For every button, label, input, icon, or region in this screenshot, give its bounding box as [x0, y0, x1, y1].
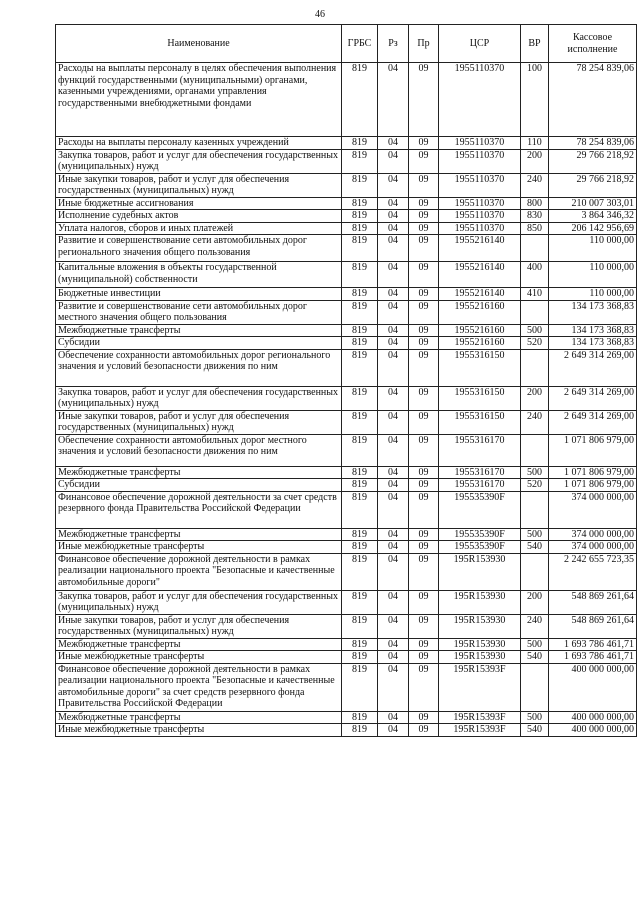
cell-grbs: 819	[342, 197, 378, 210]
header-rz: Рз	[378, 25, 409, 63]
table-row	[56, 149, 637, 173]
table-row	[56, 663, 637, 711]
cell-csr: 1955316150	[439, 410, 521, 434]
cell-pr: 09	[409, 137, 439, 150]
cell-amount: 400 000 000,00	[549, 663, 637, 711]
cell-name: Межбюджетные трансферты	[56, 711, 342, 724]
cell-name: Капитальные вложения в объекты государственной (муниципальной) собственности	[56, 262, 342, 288]
cell-amount: 2 649 314 269,00	[549, 410, 637, 434]
cell-rz: 04	[378, 479, 409, 492]
cell-rz: 04	[378, 235, 409, 262]
header-amount: Кассовое исполнение	[549, 25, 637, 63]
cell-grbs: 819	[342, 386, 378, 410]
cell-name: Иные межбюджетные трансферты	[56, 541, 342, 554]
cell-pr: 09	[409, 434, 439, 466]
cell-rz: 04	[378, 222, 409, 235]
cell-csr: 195R153930	[439, 614, 521, 638]
cell-pr: 09	[409, 466, 439, 479]
cell-name: Межбюджетные трансферты	[56, 638, 342, 651]
cell-name: Уплата налогов, сборов и иных платежей	[56, 222, 342, 235]
cell-pr: 09	[409, 651, 439, 664]
cell-pr: 09	[409, 590, 439, 614]
cell-name: Исполнение судебных актов	[56, 210, 342, 223]
cell-vr	[521, 553, 549, 590]
cell-amount: 110 000,00	[549, 288, 637, 301]
table-row	[56, 724, 637, 737]
cell-vr: 500	[521, 528, 549, 541]
cell-rz: 04	[378, 288, 409, 301]
cell-name: Иные закупки товаров, работ и услуг для обеспечения государственных (муниципальных) нужд	[56, 410, 342, 434]
cell-rz: 04	[378, 663, 409, 711]
cell-pr: 09	[409, 553, 439, 590]
cell-rz: 04	[378, 614, 409, 638]
cell-vr: 850	[521, 222, 549, 235]
cell-grbs: 819	[342, 553, 378, 590]
cell-pr: 09	[409, 235, 439, 262]
cell-name: Финансовое обеспечение дорожной деятельности за счет средств резервного фонда Правительства Российской Федерации	[56, 491, 342, 528]
table-row	[56, 711, 637, 724]
cell-name: Иные бюджетные ассигнования	[56, 197, 342, 210]
cell-grbs: 819	[342, 210, 378, 223]
cell-csr: 195R153930	[439, 590, 521, 614]
cell-vr: 200	[521, 590, 549, 614]
cell-pr: 09	[409, 324, 439, 337]
cell-grbs: 819	[342, 466, 378, 479]
cell-vr: 240	[521, 410, 549, 434]
cell-csr: 195R15393F	[439, 724, 521, 737]
table-row	[56, 479, 637, 492]
cell-amount: 210 007 303,01	[549, 197, 637, 210]
cell-csr: 1955110370	[439, 197, 521, 210]
cell-vr	[521, 491, 549, 528]
cell-csr: 195R153930	[439, 651, 521, 664]
cell-grbs: 819	[342, 614, 378, 638]
table-row	[56, 491, 637, 528]
cell-vr: 400	[521, 262, 549, 288]
cell-csr: 195535390F	[439, 491, 521, 528]
table-row	[56, 222, 637, 235]
cell-rz: 04	[378, 149, 409, 173]
table-row	[56, 386, 637, 410]
cell-csr: 1955110370	[439, 149, 521, 173]
cell-rz: 04	[378, 300, 409, 324]
cell-csr: 1955316150	[439, 349, 521, 386]
cell-amount: 134 173 368,83	[549, 337, 637, 350]
cell-vr: 520	[521, 479, 549, 492]
table-body	[56, 63, 637, 737]
cell-pr: 09	[409, 724, 439, 737]
cell-grbs: 819	[342, 541, 378, 554]
cell-csr: 1955110370	[439, 173, 521, 197]
cell-vr: 540	[521, 724, 549, 737]
cell-name: Расходы на выплаты персоналу в целях обеспечения выполнения функций государственными (муниципальными) органами, казенными учреждениями, органами управления государственными внебюджетными фондами	[56, 63, 342, 137]
cell-vr	[521, 235, 549, 262]
cell-pr: 09	[409, 410, 439, 434]
cell-vr	[521, 349, 549, 386]
cell-pr: 09	[409, 288, 439, 301]
cell-amount: 1 693 786 461,71	[549, 651, 637, 664]
header-csr: ЦСР	[439, 25, 521, 63]
cell-grbs: 819	[342, 491, 378, 528]
cell-grbs: 819	[342, 651, 378, 664]
cell-rz: 04	[378, 173, 409, 197]
cell-pr: 09	[409, 173, 439, 197]
table-row	[56, 553, 637, 590]
cell-pr: 09	[409, 300, 439, 324]
cell-rz: 04	[378, 324, 409, 337]
table-row	[56, 349, 637, 386]
header-vr: ВР	[521, 25, 549, 63]
cell-amount: 2 649 314 269,00	[549, 386, 637, 410]
cell-grbs: 819	[342, 724, 378, 737]
cell-vr: 200	[521, 149, 549, 173]
cell-rz: 04	[378, 466, 409, 479]
cell-csr: 1955216160	[439, 300, 521, 324]
cell-csr: 1955110370	[439, 137, 521, 150]
table-row	[56, 324, 637, 337]
cell-grbs: 819	[342, 434, 378, 466]
cell-pr: 09	[409, 386, 439, 410]
cell-vr: 240	[521, 173, 549, 197]
table-row	[56, 197, 637, 210]
cell-rz: 04	[378, 337, 409, 350]
cell-csr: 1955216140	[439, 262, 521, 288]
cell-name: Субсидии	[56, 337, 342, 350]
cell-vr: 540	[521, 651, 549, 664]
cell-name: Иные закупки товаров, работ и услуг для обеспечения государственных (муниципальных) нужд	[56, 614, 342, 638]
table-row	[56, 337, 637, 350]
table-header-row	[56, 25, 637, 63]
cell-vr: 500	[521, 324, 549, 337]
cell-grbs: 819	[342, 410, 378, 434]
cell-pr: 09	[409, 541, 439, 554]
cell-csr: 1955216140	[439, 235, 521, 262]
cell-csr: 1955316150	[439, 386, 521, 410]
cell-vr: 520	[521, 337, 549, 350]
cell-name: Финансовое обеспечение дорожной деятельности в рамках реализации национального проекта "Безопасные и качественные автомобильные дороги"	[56, 553, 342, 590]
header-pr: Пр	[409, 25, 439, 63]
cell-name: Развитие и совершенствование сети автомобильных дорог регионального значения общего пользования	[56, 235, 342, 262]
cell-name: Закупка товаров, работ и услуг для обеспечения государственных (муниципальных) нужд	[56, 590, 342, 614]
cell-name: Обеспечение сохранности автомобильных дорог местного значения и условий безопасности движения по ним	[56, 434, 342, 466]
cell-vr: 830	[521, 210, 549, 223]
cell-amount: 110 000,00	[549, 262, 637, 288]
cell-csr: 195R153930	[439, 553, 521, 590]
cell-grbs: 819	[342, 324, 378, 337]
cell-amount: 374 000 000,00	[549, 491, 637, 528]
cell-rz: 04	[378, 210, 409, 223]
cell-amount: 2 649 314 269,00	[549, 349, 637, 386]
cell-grbs: 819	[342, 711, 378, 724]
cell-name: Закупка товаров, работ и услуг для обеспечения государственных (муниципальных) нужд	[56, 386, 342, 410]
cell-rz: 04	[378, 434, 409, 466]
cell-vr	[521, 663, 549, 711]
cell-vr: 410	[521, 288, 549, 301]
cell-rz: 04	[378, 724, 409, 737]
cell-pr: 09	[409, 528, 439, 541]
cell-vr: 500	[521, 638, 549, 651]
cell-vr: 100	[521, 63, 549, 137]
cell-pr: 09	[409, 63, 439, 137]
cell-grbs: 819	[342, 222, 378, 235]
table-row	[56, 288, 637, 301]
cell-vr: 800	[521, 197, 549, 210]
cell-amount: 1 071 806 979,00	[549, 466, 637, 479]
cell-name: Иные закупки товаров, работ и услуг для обеспечения государственных (муниципальных) нужд	[56, 173, 342, 197]
cell-rz: 04	[378, 711, 409, 724]
cell-grbs: 819	[342, 63, 378, 137]
cell-amount: 2 242 655 723,35	[549, 553, 637, 590]
table-row	[56, 300, 637, 324]
cell-name: Расходы на выплаты персоналу казенных учреждений	[56, 137, 342, 150]
cell-grbs: 819	[342, 137, 378, 150]
cell-pr: 09	[409, 337, 439, 350]
cell-amount: 1 693 786 461,71	[549, 638, 637, 651]
cell-amount: 134 173 368,83	[549, 300, 637, 324]
cell-vr	[521, 300, 549, 324]
cell-rz: 04	[378, 491, 409, 528]
cell-amount: 3 864 346,32	[549, 210, 637, 223]
cell-pr: 09	[409, 711, 439, 724]
cell-amount: 374 000 000,00	[549, 528, 637, 541]
cell-rz: 04	[378, 638, 409, 651]
table-row	[56, 434, 637, 466]
cell-amount: 548 869 261,64	[549, 590, 637, 614]
cell-pr: 09	[409, 349, 439, 386]
cell-vr: 200	[521, 386, 549, 410]
cell-csr: 1955316170	[439, 434, 521, 466]
cell-rz: 04	[378, 137, 409, 150]
cell-pr: 09	[409, 614, 439, 638]
cell-name: Финансовое обеспечение дорожной деятельности в рамках реализации национального проекта "Безопасные и качественные автомобильные дороги" за счет средств резервного фонда Правительства Российской Федерации	[56, 663, 342, 711]
cell-pr: 09	[409, 210, 439, 223]
cell-amount: 400 000 000,00	[549, 711, 637, 724]
cell-amount: 206 142 956,69	[549, 222, 637, 235]
cell-pr: 09	[409, 222, 439, 235]
cell-csr: 1955110370	[439, 222, 521, 235]
cell-grbs: 819	[342, 337, 378, 350]
cell-name: Бюджетные инвестиции	[56, 288, 342, 301]
cell-amount: 29 766 218,92	[549, 149, 637, 173]
cell-rz: 04	[378, 651, 409, 664]
cell-csr: 1955216160	[439, 337, 521, 350]
cell-amount: 400 000 000,00	[549, 724, 637, 737]
cell-rz: 04	[378, 349, 409, 386]
cell-grbs: 819	[342, 235, 378, 262]
cell-grbs: 819	[342, 262, 378, 288]
table-row	[56, 137, 637, 150]
budget-table	[55, 24, 637, 737]
cell-amount: 78 254 839,06	[549, 137, 637, 150]
table-row	[56, 651, 637, 664]
cell-grbs: 819	[342, 663, 378, 711]
cell-name: Обеспечение сохранности автомобильных дорог регионального значения и условий безопасности движения по ним	[56, 349, 342, 386]
table-row	[56, 528, 637, 541]
cell-rz: 04	[378, 590, 409, 614]
cell-csr: 1955216160	[439, 324, 521, 337]
header-name: Наименование	[56, 25, 342, 63]
cell-grbs: 819	[342, 638, 378, 651]
cell-rz: 04	[378, 63, 409, 137]
cell-amount: 134 173 368,83	[549, 324, 637, 337]
cell-csr: 195R15393F	[439, 711, 521, 724]
table-row	[56, 410, 637, 434]
table-row	[56, 262, 637, 288]
cell-name: Иные межбюджетные трансферты	[56, 724, 342, 737]
cell-pr: 09	[409, 149, 439, 173]
cell-name: Межбюджетные трансферты	[56, 528, 342, 541]
table-row	[56, 590, 637, 614]
cell-pr: 09	[409, 663, 439, 711]
cell-csr: 195535390F	[439, 541, 521, 554]
cell-grbs: 819	[342, 528, 378, 541]
cell-csr: 195R15393F	[439, 663, 521, 711]
table-row	[56, 466, 637, 479]
cell-grbs: 819	[342, 300, 378, 324]
cell-grbs: 819	[342, 590, 378, 614]
cell-pr: 09	[409, 197, 439, 210]
cell-grbs: 819	[342, 479, 378, 492]
cell-csr: 1955110370	[439, 210, 521, 223]
cell-pr: 09	[409, 638, 439, 651]
cell-csr: 1955110370	[439, 63, 521, 137]
cell-rz: 04	[378, 541, 409, 554]
cell-csr: 195535390F	[439, 528, 521, 541]
cell-vr: 500	[521, 711, 549, 724]
table-row	[56, 210, 637, 223]
cell-amount: 1 071 806 979,00	[549, 434, 637, 466]
cell-vr: 500	[521, 466, 549, 479]
table-row	[56, 638, 637, 651]
cell-rz: 04	[378, 553, 409, 590]
cell-rz: 04	[378, 410, 409, 434]
cell-vr: 540	[521, 541, 549, 554]
table-row	[56, 614, 637, 638]
cell-grbs: 819	[342, 149, 378, 173]
cell-csr: 195R153930	[439, 638, 521, 651]
table-row	[56, 63, 637, 137]
cell-vr: 240	[521, 614, 549, 638]
cell-pr: 09	[409, 491, 439, 528]
cell-pr: 09	[409, 262, 439, 288]
cell-name: Иные межбюджетные трансферты	[56, 651, 342, 664]
cell-name: Закупка товаров, работ и услуг для обеспечения государственных (муниципальных) нужд	[56, 149, 342, 173]
cell-grbs: 819	[342, 288, 378, 301]
cell-csr: 1955316170	[439, 466, 521, 479]
cell-pr: 09	[409, 479, 439, 492]
table-row	[56, 541, 637, 554]
cell-rz: 04	[378, 386, 409, 410]
cell-amount: 29 766 218,92	[549, 173, 637, 197]
table-row	[56, 173, 637, 197]
cell-vr: 110	[521, 137, 549, 150]
cell-rz: 04	[378, 528, 409, 541]
cell-grbs: 819	[342, 173, 378, 197]
cell-csr: 1955316170	[439, 479, 521, 492]
cell-rz: 04	[378, 197, 409, 210]
cell-amount: 110 000,00	[549, 235, 637, 262]
cell-name: Развитие и совершенствование сети автомобильных дорог местного значения общего пользования	[56, 300, 342, 324]
cell-amount: 1 071 806 979,00	[549, 479, 637, 492]
cell-grbs: 819	[342, 349, 378, 386]
cell-amount: 374 000 000,00	[549, 541, 637, 554]
cell-csr: 1955216140	[439, 288, 521, 301]
cell-vr	[521, 434, 549, 466]
cell-name: Межбюджетные трансферты	[56, 324, 342, 337]
cell-amount: 548 869 261,64	[549, 614, 637, 638]
page-number: 46	[315, 9, 325, 20]
cell-name: Субсидии	[56, 479, 342, 492]
table-row	[56, 235, 637, 262]
cell-rz: 04	[378, 262, 409, 288]
cell-name: Межбюджетные трансферты	[56, 466, 342, 479]
header-grbs: ГРБС	[342, 25, 378, 63]
cell-amount: 78 254 839,06	[549, 63, 637, 137]
